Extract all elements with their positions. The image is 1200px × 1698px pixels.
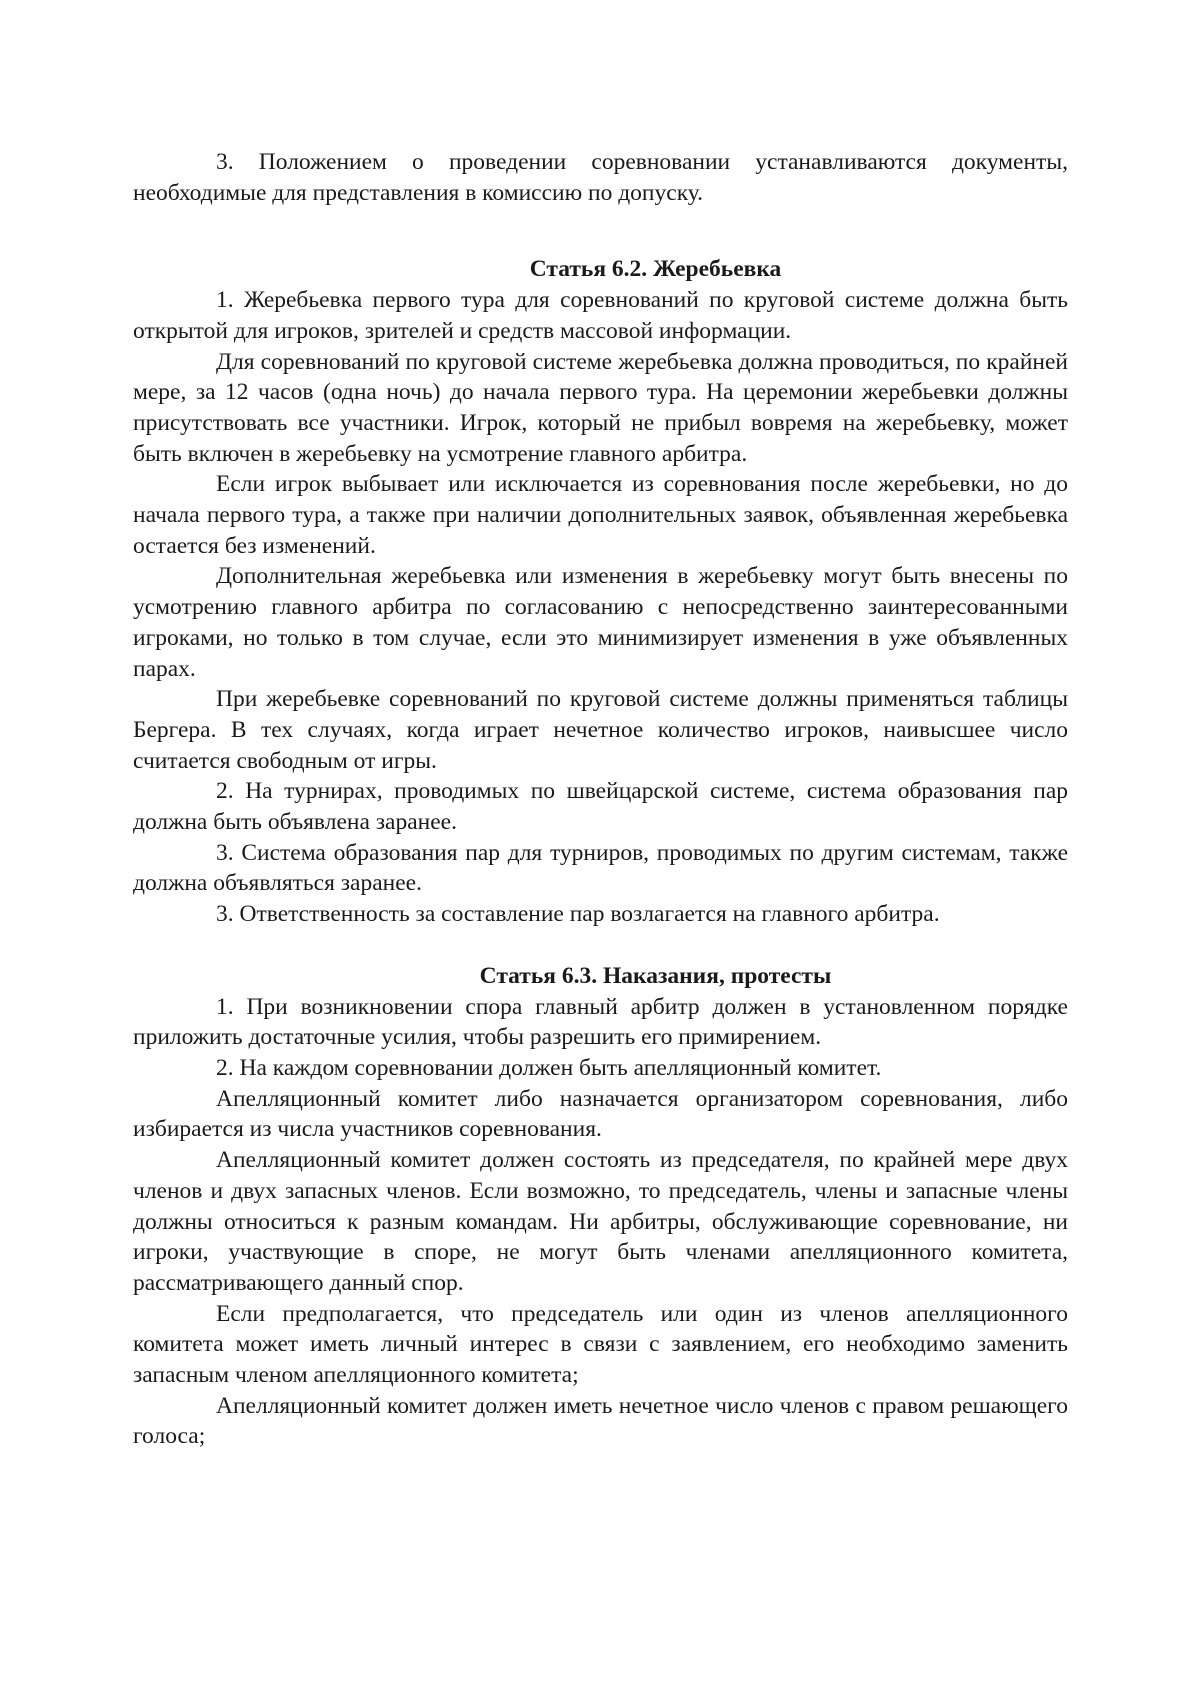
paragraph: При жеребьевке соревнований по круговой системе должны применяться таблицы Бергера. В тех случаях, когда играет нечетное количество игроков, наивысшее число считается свободным от игры.	[133, 686, 1068, 774]
paragraph: 3. Положением о проведении соревновании устанавливаются документы, необходимые для представления в комиссию по допуску.	[133, 149, 1068, 206]
spacer	[133, 208, 1068, 254]
paragraph: Если предполагается, что председатель или один из членов апелляционного комитета может иметь личный интерес в связи с заявлением, его необходимо заменить запасным членом апелляционного комитета;	[133, 1300, 1068, 1389]
paragraph: 1. При возникновении спора главный арбитр должен в установленном порядке приложить достаточные усилия, чтобы разрешить его примирением.	[133, 993, 1068, 1051]
paragraph: Апелляционный комитет должен состоять из председателя, по крайней мере двух членов и двух запасных членов. Если возможно, то председатель, члены и запасные члены должны относиться к разным командам. Ни арбитры, обслуживающие соревнование, ни игроки, участвующие в споре, не могут быть членами апелляционного комитета, рассматривающего данный спор.	[133, 1147, 1068, 1296]
paragraph: 1. Жеребьевка первого тура для соревнований по круговой системе должна быть открытой для игроков, зрителей и средств массовой информации.	[133, 287, 1068, 344]
article-heading-6-3: Статья 6.3. Наказания, протесты	[479, 962, 832, 989]
document-page	[133, 147, 1068, 1452]
paragraph: Если игрок выбывает или исключается из соревнования после жеребьевки, но до начала первого тура, а также при наличии дополнительных заявок, объявленная жеребьевка остается без изменений.	[133, 471, 1068, 559]
paragraph: 3. Ответственность за составление пар возлагается на главного арбитра.	[216, 901, 940, 928]
paragraph: Дополнительная жеребьевка или изменения в жеребьевку могут быть внесены по усмотрению главного арбитра по согласованию с непосредственно заинтересованными игроками, но только в том случае, если это минимизирует изменения в уже объявленных парах.	[133, 563, 1068, 682]
paragraph: 2. На турнирах, проводимых по швейцарской системе, система образования пар должна быть объявлена заранее.	[133, 778, 1068, 836]
paragraph: Для соревнований по круговой системе жеребьевка должна проводиться, по крайней мере, за 12 часов (одна ночь) до начала первого тура. На церемонии жеребьевки должны присутствовать все участники. Игрок, который не прибыл вовремя на жеребьевку, может быть включен в жеребьевку на усмотрение главного арбитра.	[133, 348, 1068, 467]
spacer	[133, 930, 1068, 961]
paragraph: Апелляционный комитет либо назначается организатором соревнования, либо избирается из числа участников соревнования.	[133, 1085, 1068, 1143]
paragraph: 3. Система образования пар для турниров, проводимых по другим системам, также должна объявляться заранее.	[133, 839, 1068, 897]
paragraph: Апелляционный комитет должен иметь нечетное число членов с правом решающего голоса;	[133, 1392, 1068, 1450]
article-heading-6-2: Статья 6.2. Жеребьевка	[529, 256, 782, 283]
paragraph: 2. На каждом соревновании должен быть апелляционный комитет.	[216, 1054, 882, 1081]
